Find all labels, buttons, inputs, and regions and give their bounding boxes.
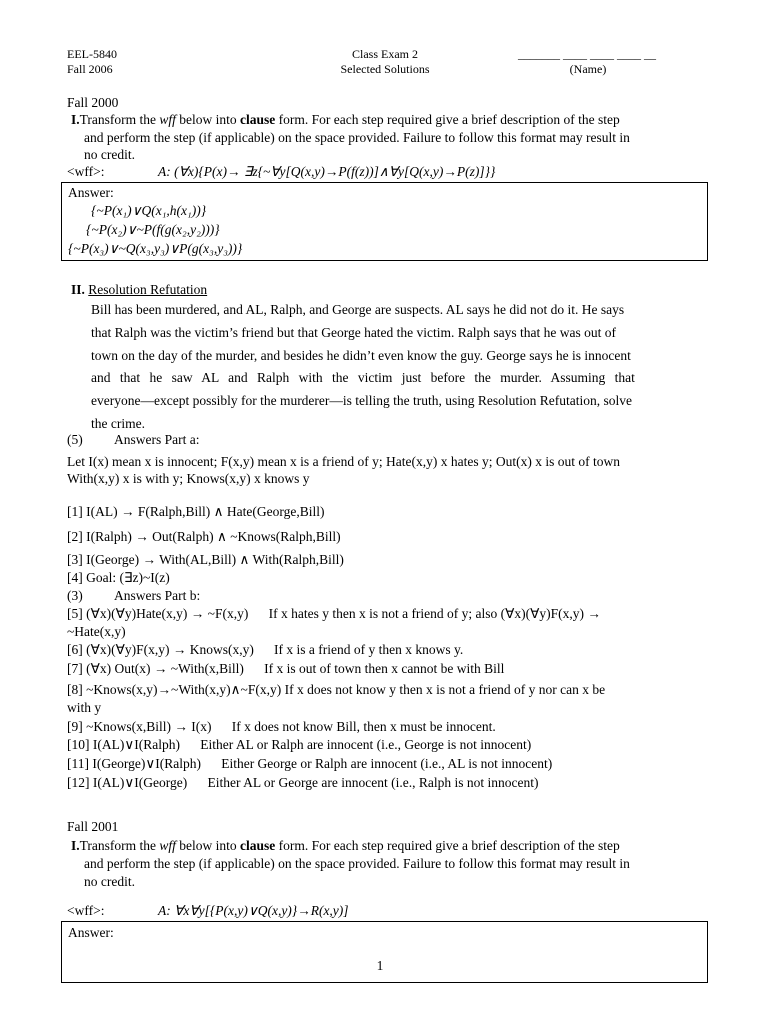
statement-5-continued: ~Hate(x,y)	[67, 624, 126, 639]
exam-title: Class Exam 2	[352, 47, 418, 61]
question-2-title: Resolution Refutation	[88, 282, 208, 297]
wff-label: <wff>:	[67, 164, 105, 179]
statement-1: [1] I(AL) → F(Ralph,Bill) ∧ Hate(George,Bill)	[67, 504, 325, 519]
statement-3: [3] I(George) → With(AL,Bill) ∧ With(Ralph,Bill)	[67, 552, 344, 567]
question-1-line-2-2001: and perform the step (if applicable) on the space provided. Failure to follow this format may result in	[84, 856, 630, 871]
statement-4: [4] Goal: (∃z)~I(z)	[67, 570, 170, 585]
statement-2: [2] I(Ralph) → Out(Ralph) ∧ ~Knows(Ralph,Bill)	[67, 529, 341, 544]
section-heading-fall-2000: Fall 2000	[67, 95, 119, 110]
question-number: I.	[71, 838, 80, 853]
section-heading-fall-2001: Fall 2001	[67, 819, 119, 834]
statement-8: [8] ~Knows(x,y)→~With(x,y)∧~F(x,y) If x does not know y then x is not a friend of y nor can x be	[67, 682, 606, 697]
question-number: II.	[71, 282, 85, 297]
definitions-line-1: Let I(x) mean x is innocent; F(x,y) mean x is a friend of y; Hate(x,y) x hates y; Out(x) x is out of town	[67, 454, 620, 469]
definitions-line-2: With(x,y) x is with y; Knows(x,y) x knows y	[67, 471, 310, 486]
murder-story: Bill has been murdered, and AL, Ralph, and George are suspects. AL says he did not do it. He says that Ralph was the victim’s friend but that George hated the victim. Ralph says that he was out of town on the day of the murder, and besides he didn’t even know the guy. George says he is innocent and that he saw AL and Ralph with the victim just before the murder. Assuming that everyone—except possibly for the murderer—is telling the truth, using Resolution Refutation, solve the crime.	[91, 302, 635, 431]
statement-10: [10] I(AL)∨I(Ralph) Either AL or Ralph are innocent (i.e., George is not innocent)	[67, 737, 532, 752]
question-1-line-2: and perform the step (if applicable) on the space provided. Failure to follow this format may result in	[84, 130, 630, 145]
part-b-label: Answers Part b:	[114, 588, 201, 603]
answer-label-2001: Answer:	[68, 925, 114, 940]
question-1-text: I.Transform the wff below into clause form. For each step required give a brief description of the step	[71, 112, 620, 127]
clause-2: {~P(x₂)∨~P(f(g(x₂,y₂)))}	[86, 222, 220, 237]
part-b-points: (3)	[67, 588, 83, 603]
statement-5: [5] (∀x)(∀y)Hate(x,y) → ~F(x,y) If x hates y then x is not a friend of y; also (∀x)(∀y)F(x,y) →	[67, 606, 601, 621]
clause-1: {~P(x₁)∨Q(x₁,h(x₁))}	[91, 203, 207, 218]
question-1-line-3: no credit.	[84, 147, 135, 162]
statement-9: [9] ~Knows(x,Bill) → I(x) If x does not know Bill, then x must be innocent.	[67, 719, 496, 734]
question-1-text-2001: I.Transform the wff below into clause form. For each step required give a brief description of the step	[71, 838, 620, 853]
page-number: 1	[376, 958, 384, 973]
clause-3: {~P(x₃)∨~Q(x₃,y₃)∨P(g(x₃,y₃))}	[68, 241, 243, 256]
statement-7: [7] (∀x) Out(x) → ~With(x,Bill) If x is out of town then x cannot be with Bill	[67, 661, 505, 676]
answer-label: Answer:	[68, 185, 114, 200]
statement-11: [11] I(George)∨I(Ralph) Either George or Ralph are innocent (i.e., AL is not innocent)	[67, 756, 553, 771]
term: Fall 2006	[67, 62, 113, 76]
name-blank: _______ ____ ____ ____ __	[518, 47, 656, 61]
name-label: (Name)	[569, 62, 607, 76]
wff-expression: A: (∀x){P(x)→ ∃z{~∀y[Q(x,y)→P(f(z))]∧∀y[Q(x,y)→P(z)]}}	[158, 164, 496, 179]
statement-12: [12] I(AL)∨I(George) Either AL or George are innocent (i.e., Ralph is not innocent)	[67, 775, 539, 790]
question-2-heading	[71, 281, 207, 299]
statement-8-continued: with y	[67, 700, 102, 715]
answer-box	[61, 182, 708, 261]
exam-subtitle: Selected Solutions	[340, 62, 430, 76]
course-code: EEL-5840	[67, 47, 117, 61]
question-1-line-3-2001: no credit.	[84, 874, 135, 889]
wff-label-2001: <wff>:	[67, 903, 105, 918]
part-a-points: (5)	[67, 432, 83, 447]
wff-expression-2001: A: ∀x∀y[{P(x,y)∨Q(x,y)}→R(x,y)]	[158, 903, 349, 918]
question-number: I.	[71, 112, 80, 127]
statement-6: [6] (∀x)(∀y)F(x,y) → Knows(x,y) If x is a friend of y then x knows y.	[67, 642, 464, 657]
part-a-label: Answers Part a:	[114, 432, 200, 447]
